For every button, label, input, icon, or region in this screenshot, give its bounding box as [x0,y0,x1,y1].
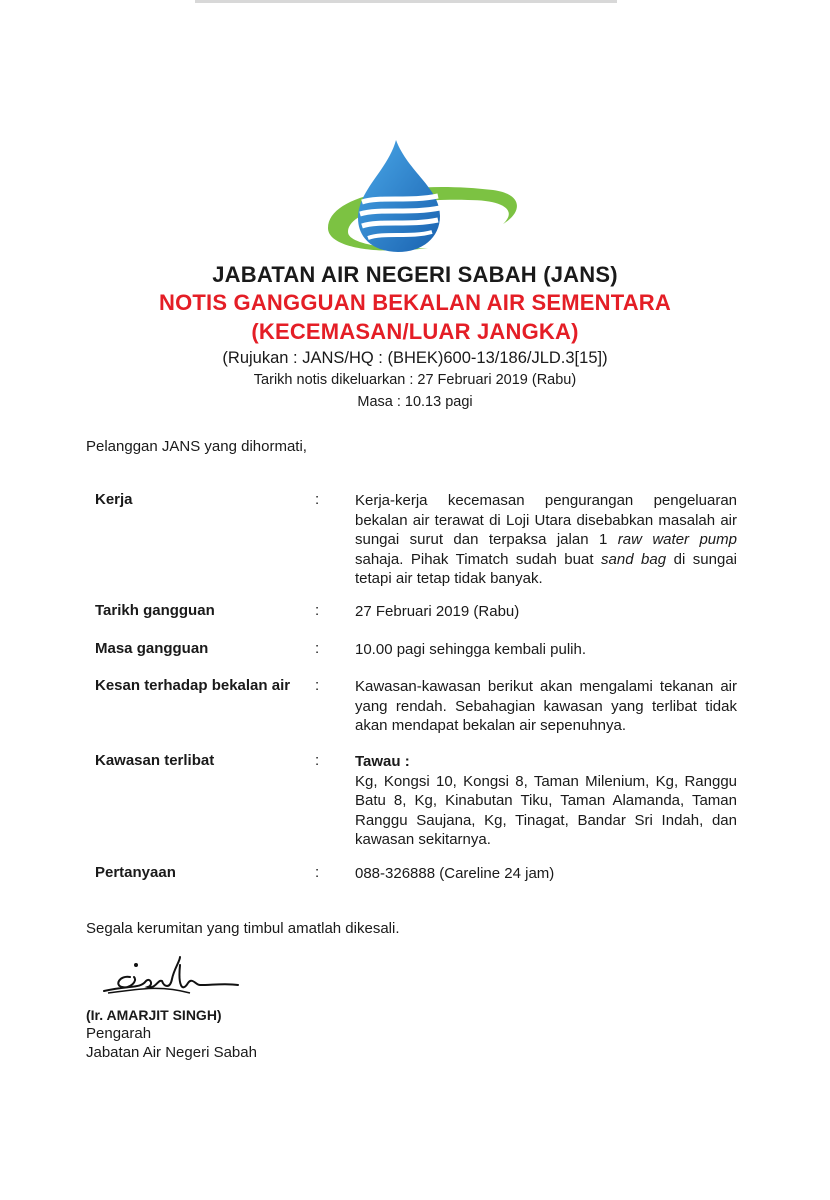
area-heading-tawau: Tawau : [355,753,410,770]
area-list: Kg, Kongsi 10, Kongsi 8, Taman Milenium, Kg, Ranggu Batu 8, Kg, Kinabutan Tiku, Taman Alamanda, Taman Ranggu Saujana, Kg, Tinagat, Bandar Sri Indah, dan kawasan sekitarnya. [355,772,737,848]
detail-colon: : [315,864,320,881]
notice-title-line2: (KECEMASAN/LUAR JANGKA) [251,319,579,344]
signatory-name: (Ir. AMARJIT SINGH) [86,1007,222,1023]
reference-number: (Rujukan : JANS/HQ : (BHEK)600-13/186/JLD.3[15]) [222,349,608,367]
detail-colon: : [315,602,320,619]
signatory-department: Jabatan Air Negeri Sabah [86,1044,257,1061]
issue-time: Masa : 10.13 pagi [357,394,473,410]
detail-label: Kerja [95,491,133,508]
detail-value-kerja: Kerja-kerja kecemasan pengurangan pengeluaran bekalan air terawat di Loji Utara disebabkan masalah air sungai surut dan terpaksa jalan 1 raw water pump sahaja. Pihak Timatch sudah buat sand bag di sungai tetapi air tetap tidak banyak. [355,492,737,587]
closing-statement: Segala kerumitan yang timbul amatlah dikesali. [86,920,400,937]
salutation: Pelanggan JANS yang dihormati, [86,438,307,455]
detail-label: Kawasan terlibat [95,752,215,769]
scan-edge-line [195,0,617,3]
handwritten-signature [100,955,240,1010]
detail-label: Tarikh gangguan [95,602,215,619]
detail-value-kesan: Kawasan-kawasan berikut akan mengalami tekanan air yang rendah. Sebahagian kawasan yang terlibat tidak akan mendapat bekalan air sepenuhnya. [355,678,737,734]
detail-label: Pertanyaan [95,864,176,881]
detail-colon: : [315,677,320,694]
signatory-title: Pengarah [86,1025,152,1042]
detail-value-kawasan [355,752,737,850]
detail-value-pertanyaan: 088-326888 (Careline 24 jam) [355,865,555,882]
detail-label: Masa gangguan [95,640,209,657]
detail-value-tarikh: 27 Februari 2019 (Rabu) [355,603,520,620]
issue-date: Tarikh notis dikeluarkan : 27 Februari 2019 (Rabu) [253,372,577,388]
notice-title-line1: NOTIS GANGGUAN BEKALAN AIR SEMENTARA [159,290,671,315]
organization-name: JABATAN AIR NEGERI SABAH (JANS) [212,262,618,287]
jans-water-drop-logo-icon [318,140,528,260]
detail-value-masa: 10.00 pagi sehingga kembali pulih. [355,641,586,658]
detail-colon: : [315,491,320,508]
detail-label: Kesan terhadap bekalan air [95,677,291,694]
detail-colon: : [315,752,320,769]
detail-colon: : [315,640,320,657]
